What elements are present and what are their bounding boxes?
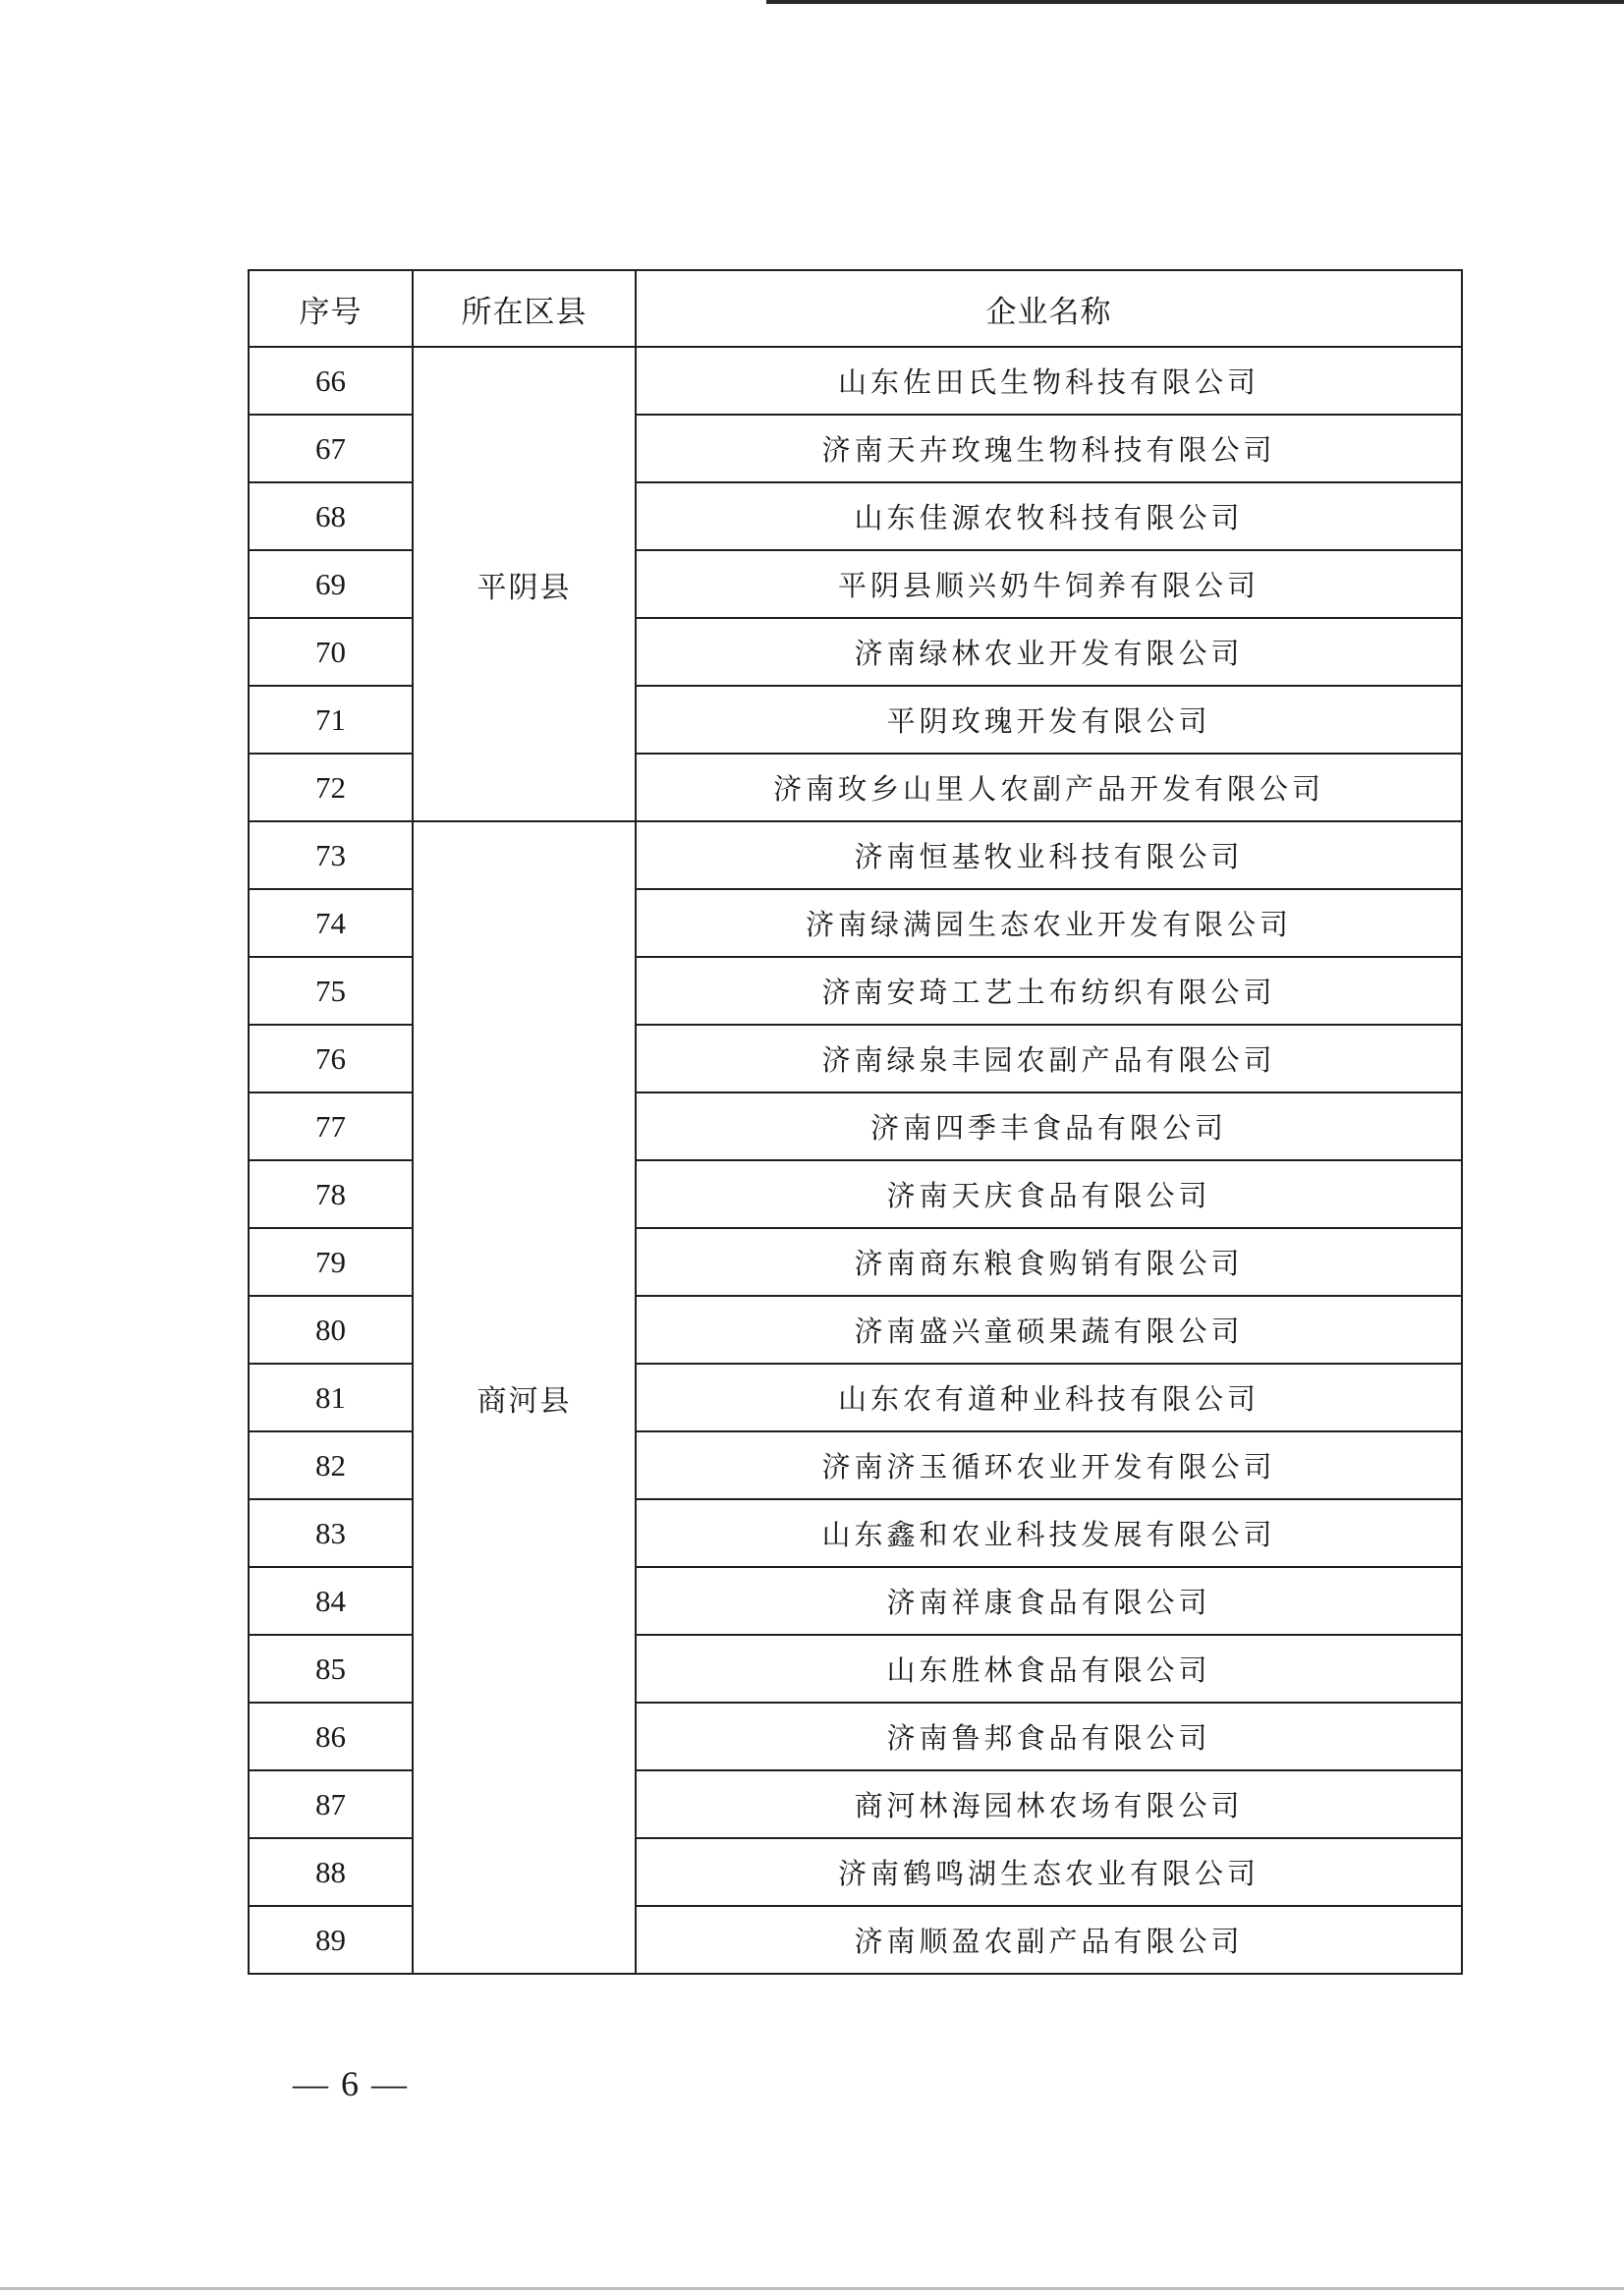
scan-top-edge-line <box>766 0 1624 4</box>
row-number: 73 <box>249 821 413 889</box>
row-number: 74 <box>249 889 413 957</box>
company-name: 山东佳源农牧科技有限公司 <box>636 482 1462 550</box>
page-number: — 6 — <box>293 2064 409 2103</box>
header-company: 企业名称 <box>636 270 1462 347</box>
row-number: 67 <box>249 415 413 482</box>
company-name: 济南盛兴童硕果蔬有限公司 <box>636 1296 1462 1364</box>
company-name: 济南四季丰食品有限公司 <box>636 1092 1462 1160</box>
row-number: 86 <box>249 1703 413 1770</box>
company-name: 济南祥康食品有限公司 <box>636 1567 1462 1635</box>
row-number: 75 <box>249 957 413 1025</box>
row-number: 76 <box>249 1025 413 1092</box>
company-name: 济南顺盈农副产品有限公司 <box>636 1906 1462 1974</box>
district-cell: 平阴县 <box>413 347 636 821</box>
row-number: 68 <box>249 482 413 550</box>
row-number: 71 <box>249 686 413 754</box>
row-number: 69 <box>249 550 413 618</box>
row-number: 85 <box>249 1635 413 1703</box>
row-number: 83 <box>249 1499 413 1567</box>
company-name: 山东农有道种业科技有限公司 <box>636 1364 1462 1431</box>
row-number: 79 <box>249 1228 413 1296</box>
company-name: 平阴县顺兴奶牛饲养有限公司 <box>636 550 1462 618</box>
row-number: 84 <box>249 1567 413 1635</box>
company-name: 平阴玫瑰开发有限公司 <box>636 686 1462 754</box>
district-cell: 商河县 <box>413 821 636 1974</box>
company-name: 济南天庆食品有限公司 <box>636 1160 1462 1228</box>
company-name: 济南绿满园生态农业开发有限公司 <box>636 889 1462 957</box>
company-name: 山东鑫和农业科技发展有限公司 <box>636 1499 1462 1567</box>
company-name: 商河林海园林农场有限公司 <box>636 1770 1462 1838</box>
company-name: 济南济玉循环农业开发有限公司 <box>636 1431 1462 1499</box>
row-number: 87 <box>249 1770 413 1838</box>
company-name: 济南玫乡山里人农副产品开发有限公司 <box>636 754 1462 821</box>
row-number: 72 <box>249 754 413 821</box>
company-name: 济南绿泉丰园农副产品有限公司 <box>636 1025 1462 1092</box>
row-number: 66 <box>249 347 413 415</box>
company-name: 济南恒基牧业科技有限公司 <box>636 821 1462 889</box>
company-name: 济南商东粮食购销有限公司 <box>636 1228 1462 1296</box>
enterprise-table <box>248 269 1463 1975</box>
company-name: 山东佐田氏生物科技有限公司 <box>636 347 1462 415</box>
row-number: 77 <box>249 1092 413 1160</box>
table-row <box>249 821 1462 889</box>
scan-bottom-edge-line <box>0 2287 1624 2290</box>
company-name: 山东胜林食品有限公司 <box>636 1635 1462 1703</box>
row-number: 80 <box>249 1296 413 1364</box>
header-district: 所在区县 <box>413 270 636 347</box>
company-name: 济南鹤鸣湖生态农业有限公司 <box>636 1838 1462 1906</box>
row-number: 82 <box>249 1431 413 1499</box>
company-name: 济南绿林农业开发有限公司 <box>636 618 1462 686</box>
company-name: 济南安琦工艺土布纺织有限公司 <box>636 957 1462 1025</box>
header-number: 序号 <box>249 270 413 347</box>
company-name: 济南鲁邦食品有限公司 <box>636 1703 1462 1770</box>
row-number: 78 <box>249 1160 413 1228</box>
table-header-row <box>249 270 1462 347</box>
row-number: 70 <box>249 618 413 686</box>
company-name: 济南天卉玫瑰生物科技有限公司 <box>636 415 1462 482</box>
table-body <box>249 347 1462 1974</box>
row-number: 81 <box>249 1364 413 1431</box>
row-number: 89 <box>249 1906 413 1974</box>
table-row <box>249 347 1462 415</box>
row-number: 88 <box>249 1838 413 1906</box>
